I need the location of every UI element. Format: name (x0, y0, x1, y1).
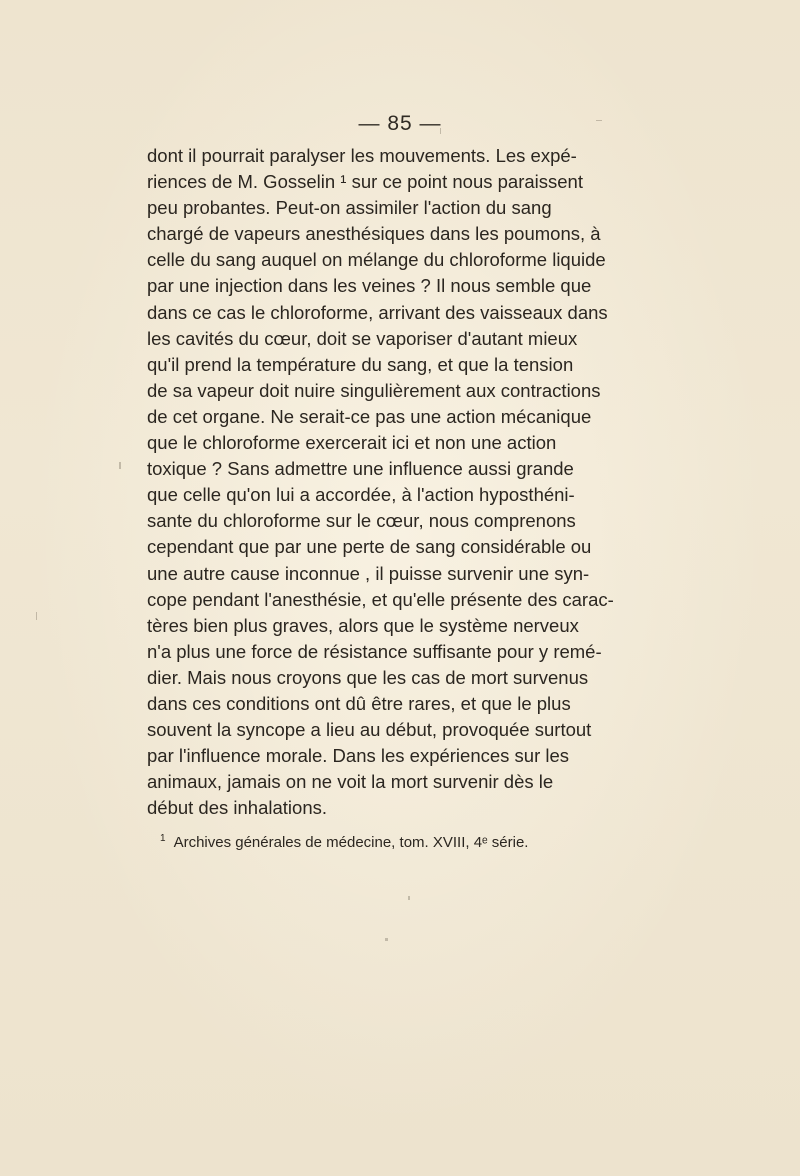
text-line: dans ce cas le chloroforme, arrivant des vaisseaux dans (147, 301, 608, 323)
text-line: tères bien plus graves, alors que le système nerveux (147, 614, 579, 636)
text-line: souvent la syncope a lieu au début, provoquée surtout (147, 719, 592, 741)
paper-speck (36, 612, 37, 620)
text-line: dans ces conditions ont dû être rares, et que le plus (147, 692, 571, 714)
text-line: cependant que par une perte de sang considérable ou (147, 536, 592, 558)
text-line: n'a plus une force de résistance suffisante pour y remé- (147, 640, 602, 662)
text-line: de cet organe. Ne serait-ce pas une action mécanique (147, 405, 592, 427)
text-line: riences de M. Gosselin ¹ sur ce point nous paraissent (147, 171, 583, 193)
text-line: les cavités du cœur, doit se vaporiser d'autant mieux (147, 327, 578, 349)
footnote-text: Archives générales de médecine, tom. XVIII, 4ᵉ série. (173, 834, 529, 851)
paper-speck (408, 896, 410, 900)
text-line: qu'il prend la température du sang, et que la tension (147, 353, 574, 375)
text-line: toxique ? Sans admettre une influence aussi grande (147, 458, 574, 480)
text-line: chargé de vapeurs anesthésiques dans les poumons, à (147, 223, 601, 245)
text-line: de sa vapeur doit nuire singulièrement aux contractions (147, 379, 601, 401)
paper-speck (385, 938, 388, 941)
paper-speck (596, 120, 602, 121)
text-line: que celle qu'on lui a accordée, à l'action hyposthéni- (147, 484, 575, 506)
text-line: début des inhalations. (147, 797, 327, 819)
text-line: animaux, jamais on ne voit la mort survenir dès le (147, 771, 554, 793)
text-line: peu probantes. Peut-on assimiler l'action du sang (147, 197, 552, 219)
footnote (160, 834, 528, 851)
text-line: que le chloroforme exercerait ici et non une action (147, 432, 557, 454)
text-line: une autre cause inconnue , il puisse survenir une syn- (147, 562, 590, 584)
body-paragraph (147, 143, 614, 821)
page-number: — 85 — (358, 112, 442, 135)
text-line: par l'influence morale. Dans les expériences sur les (147, 745, 570, 767)
text-line: celle du sang auquel on mélange du chloroforme liquide (147, 249, 606, 271)
text-line: dont il pourrait paralyser les mouvements. Les expé- (147, 145, 577, 166)
text-line: sante du chloroforme sur le cœur, nous comprenons (147, 510, 576, 532)
text-line: dier. Mais nous croyons que les cas de mort survenus (147, 666, 589, 688)
text-line: cope pendant l'anesthésie, et qu'elle présente des carac- (147, 588, 614, 610)
text-line: par une injection dans les veines ? Il nous semble que (147, 275, 592, 297)
footnote-mark: 1 (160, 833, 166, 844)
paper-speck (440, 128, 441, 134)
paper-speck (119, 462, 121, 469)
